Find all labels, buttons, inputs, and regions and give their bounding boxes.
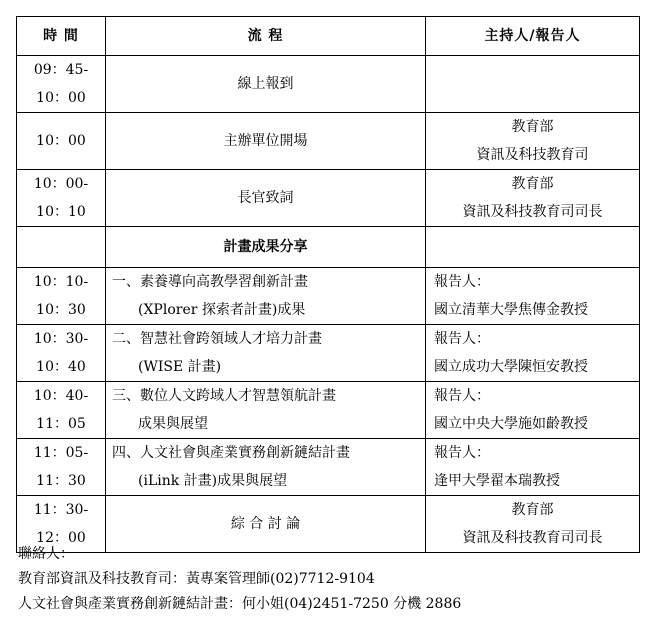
flow-text: 長官致詞 (237, 190, 294, 206)
host-org: 教育部 (511, 119, 554, 135)
flow-subtitle: (iLink 計畫)成果與展望 (138, 473, 288, 489)
flow-title: 二、智慧社會跨領域人才培力計畫 (112, 331, 322, 347)
header-host: 主持人/報告人 (426, 17, 640, 56)
time-end: 10：10 (36, 204, 86, 220)
table-row (17, 439, 640, 496)
time-start: 10：40- (33, 388, 89, 404)
time-start: 10：00 (36, 133, 86, 149)
table-row (17, 113, 640, 170)
time-start: 10：00- (33, 176, 89, 192)
host-dept: 資訊及科技教育司司長 (462, 530, 603, 546)
time-cell (17, 170, 106, 227)
time-end: 10：30 (36, 302, 86, 318)
time-start: 09：45- (33, 62, 89, 78)
host-cell (426, 439, 640, 496)
flow-title: 三、數位人文跨域人才智慧領航計畫 (112, 388, 336, 404)
host-name: 逢甲大學翟本瑞教授 (434, 473, 560, 489)
flow-text: 綜 合 討 論 (230, 516, 301, 532)
time-start: 11：30- (33, 502, 89, 518)
time-cell (17, 227, 106, 268)
time-cell (17, 268, 106, 325)
host-cell (426, 170, 640, 227)
table-row (17, 382, 640, 439)
host-cell (426, 113, 640, 170)
flow-subtitle: (XPlorer 探索者計畫)成果 (138, 302, 306, 318)
time-start: 10：30- (33, 331, 89, 347)
time-end: 11：05 (36, 416, 86, 432)
contact-line: 教育部資訊及科技教育司：黃專案管理師(02)7712-9104 (18, 571, 375, 587)
table-row (17, 268, 640, 325)
host-role: 報告人： (434, 445, 490, 461)
host-name: 國立清華大學焦傳金教授 (434, 302, 588, 318)
host-cell (426, 268, 640, 325)
flow-cell (106, 439, 426, 496)
time-end: 12：00 (36, 530, 86, 546)
host-cell (426, 382, 640, 439)
time-cell (17, 113, 106, 170)
contact-line: 人文社會與產業實務創新鏈結計畫：何小姐(04)2451-7250 分機 2886 (18, 596, 462, 612)
host-role: 報告人： (434, 274, 490, 290)
flow-cell (106, 268, 426, 325)
flow-subtitle: 成果與展望 (138, 416, 208, 432)
flow-cell (106, 113, 426, 170)
time-cell (17, 325, 106, 382)
flow-cell (106, 382, 426, 439)
time-cell (17, 382, 106, 439)
table-row (17, 325, 640, 382)
flow-cell (106, 170, 426, 227)
contact-title: 聯絡人： (18, 546, 74, 562)
host-name: 國立成功大學陳恒安教授 (434, 359, 588, 375)
time-cell (17, 439, 106, 496)
time-start: 10：10- (33, 274, 89, 290)
host-cell (426, 325, 640, 382)
section-title: 計畫成果分享 (106, 227, 426, 268)
table-row (17, 170, 640, 227)
flow-cell (106, 56, 426, 113)
host-dept: 資訊及科技教育司司長 (462, 204, 603, 220)
table-row (17, 56, 640, 113)
header-time: 時 間 (17, 17, 106, 56)
flow-title: 一、素養導向高教學習創新計畫 (112, 274, 308, 290)
time-end: 10：40 (36, 359, 86, 375)
flow-text: 主辦單位開場 (223, 133, 308, 149)
flow-text: 線上報到 (237, 76, 294, 92)
host-cell (426, 227, 640, 268)
time-cell (17, 56, 106, 113)
header-flow: 流 程 (106, 17, 426, 56)
flow-subtitle: (WISE 計畫) (138, 359, 222, 375)
contact-info (18, 542, 648, 617)
host-name: 國立中央大學施如齡教授 (434, 416, 588, 432)
agenda-table (16, 16, 640, 553)
table-header-row (17, 17, 640, 56)
flow-title: 四、人文社會與產業實務創新鏈結計畫 (112, 445, 350, 461)
flow-cell (106, 325, 426, 382)
host-cell (426, 56, 640, 113)
time-end: 11：30 (36, 473, 86, 489)
host-dept: 資訊及科技教育司 (476, 147, 589, 163)
section-row (17, 227, 640, 268)
time-end: 10：00 (36, 90, 86, 106)
host-org: 教育部 (511, 502, 554, 518)
host-role: 報告人： (434, 388, 490, 404)
host-role: 報告人： (434, 331, 490, 347)
host-org: 教育部 (511, 176, 554, 192)
time-start: 11：05- (33, 445, 89, 461)
